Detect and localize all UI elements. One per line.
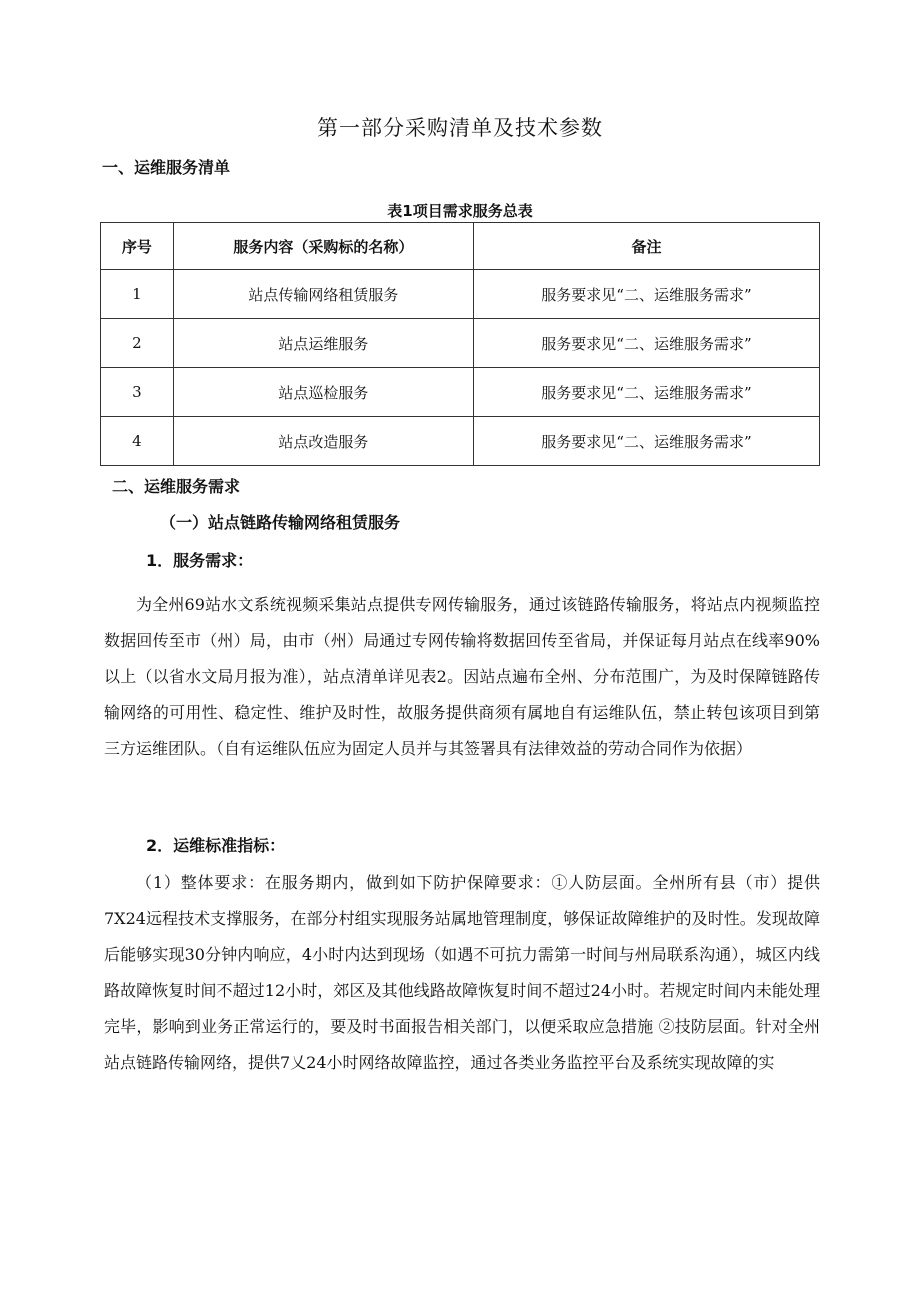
cell-index: 4 (101, 417, 174, 466)
document-title: 第一部分采购清单及技术参数 (317, 116, 603, 140)
paragraph-2: （1）整体要求：在服务期内，做到如下防护保障要求：①人防层面。全州所有县（市）提供7X24远程技术支撑服务，在部分村组实现服务站属地管理制度，够保证故障维护的及时性。发现故障后能够实现30分钟内响应，4小时内达到现场（如遇不可抗力需第一时间与州局联系沟通），城区内线路故障恢复时间不超过12小时，郊区及其他线路故障恢复时间不超过24小时。若规定时间内未能处理完毕，影响到业务正常运行的，要及时书面报告相关部门，以便采取应急措施 ②技防层面。针对全州站点链路传输网络，提供7乂24小时网络故障监控，通过各类业务监控平台及系统实现故障的实 (104, 873, 820, 1072)
table-header-row (101, 223, 820, 270)
service-table (100, 222, 820, 466)
cell-remark: 服务要求见“二、运维服务需求” (473, 270, 819, 319)
table-row (101, 417, 820, 466)
cell-index: 3 (101, 368, 174, 417)
header-index: 序号 (101, 223, 174, 270)
cell-service: 站点传输网络租赁服务 (173, 270, 473, 319)
cell-remark: 服务要求见“二、运维服务需求” (473, 417, 819, 466)
subsection-heading-1: （一）站点链路传输网络租赁服务 (160, 513, 401, 532)
header-remark: 备注 (473, 223, 819, 270)
paragraph-1: 为全州69站水文系统视频采集站点提供专网传输服务，通过该链路传输服务，将站点内视频监控数据回传至市（州）局，由市（州）局通过专网传输将数据回传至省局，并保证每月站点在线率90%以上（以省水文局月报为准），站点清单详见表2。因站点遍布全州、分布范围广，为及时保障链路传输网络的可用性、稳定性、维护及时性，故服务提供商须有属地自有运维队伍，禁止转包该项目到第三方运维团队。（自有运维队伍应为固定人员并与其签署具有法律效益的劳动合同作为依据） (104, 595, 820, 758)
cell-index: 2 (101, 319, 174, 368)
table-row (101, 270, 820, 319)
table-caption: 表1项目需求服务总表 (387, 202, 533, 220)
table-row (101, 319, 820, 368)
table-row (101, 368, 820, 417)
section-heading-1: 一、运维服务清单 (102, 158, 231, 177)
cell-remark: 服务要求见“二、运维服务需求” (473, 368, 819, 417)
item-heading-2: 2．运维标准指标： (146, 836, 286, 855)
section-heading-2: 二、运维服务需求 (112, 477, 241, 496)
cell-remark: 服务要求见“二、运维服务需求” (473, 319, 819, 368)
cell-index: 1 (101, 270, 174, 319)
header-service: 服务内容（采购标的名称） (173, 223, 473, 270)
cell-service: 站点巡检服务 (173, 368, 473, 417)
item-heading-1: 1．服务需求： (146, 551, 254, 570)
cell-service: 站点改造服务 (173, 417, 473, 466)
cell-service: 站点运维服务 (173, 319, 473, 368)
